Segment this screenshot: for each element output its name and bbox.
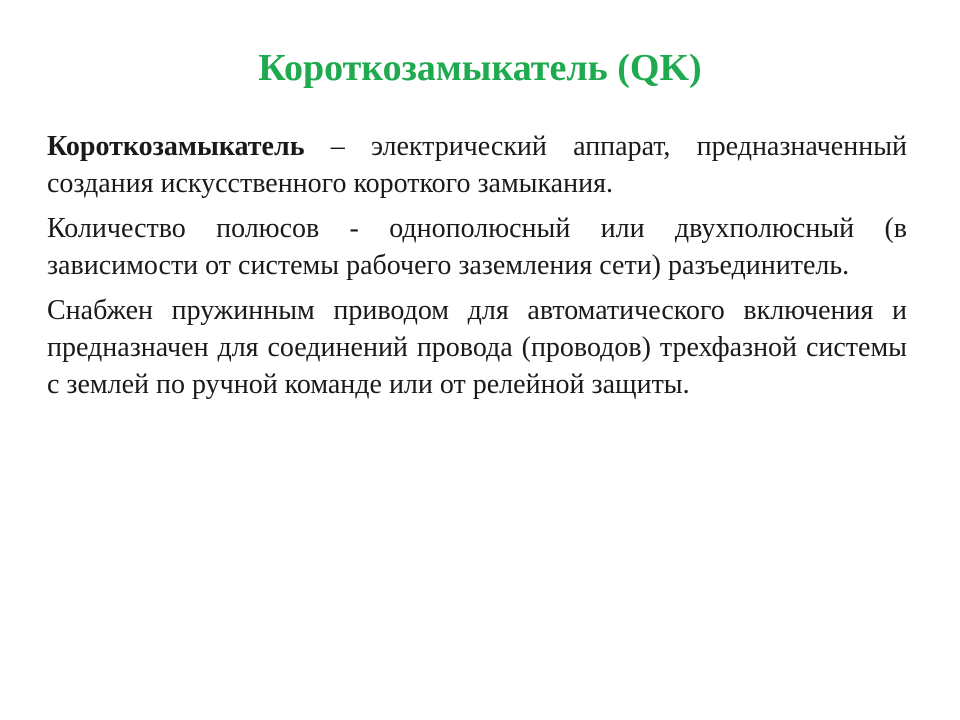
defined-term: Короткозамыкатель xyxy=(47,131,305,162)
definition-paragraph xyxy=(47,128,907,202)
slide-body xyxy=(47,128,907,411)
poles-paragraph: Количество полюсов - однополюсный или двухполюсный (в зависимости от системы рабочего заземления сети) разъединитель. xyxy=(47,213,907,281)
slide-title: Короткозамыкатель (QK) xyxy=(258,47,702,89)
drive-paragraph: Снабжен пружинным приводом для автоматического включения и предназначен для соединений провода (проводов) трехфазной системы с землей по ручной команде или от релейной защиты. xyxy=(47,295,907,400)
definition-text: – электрический аппарат, предназначенный создания искусственного короткого замыкания. xyxy=(47,131,907,199)
